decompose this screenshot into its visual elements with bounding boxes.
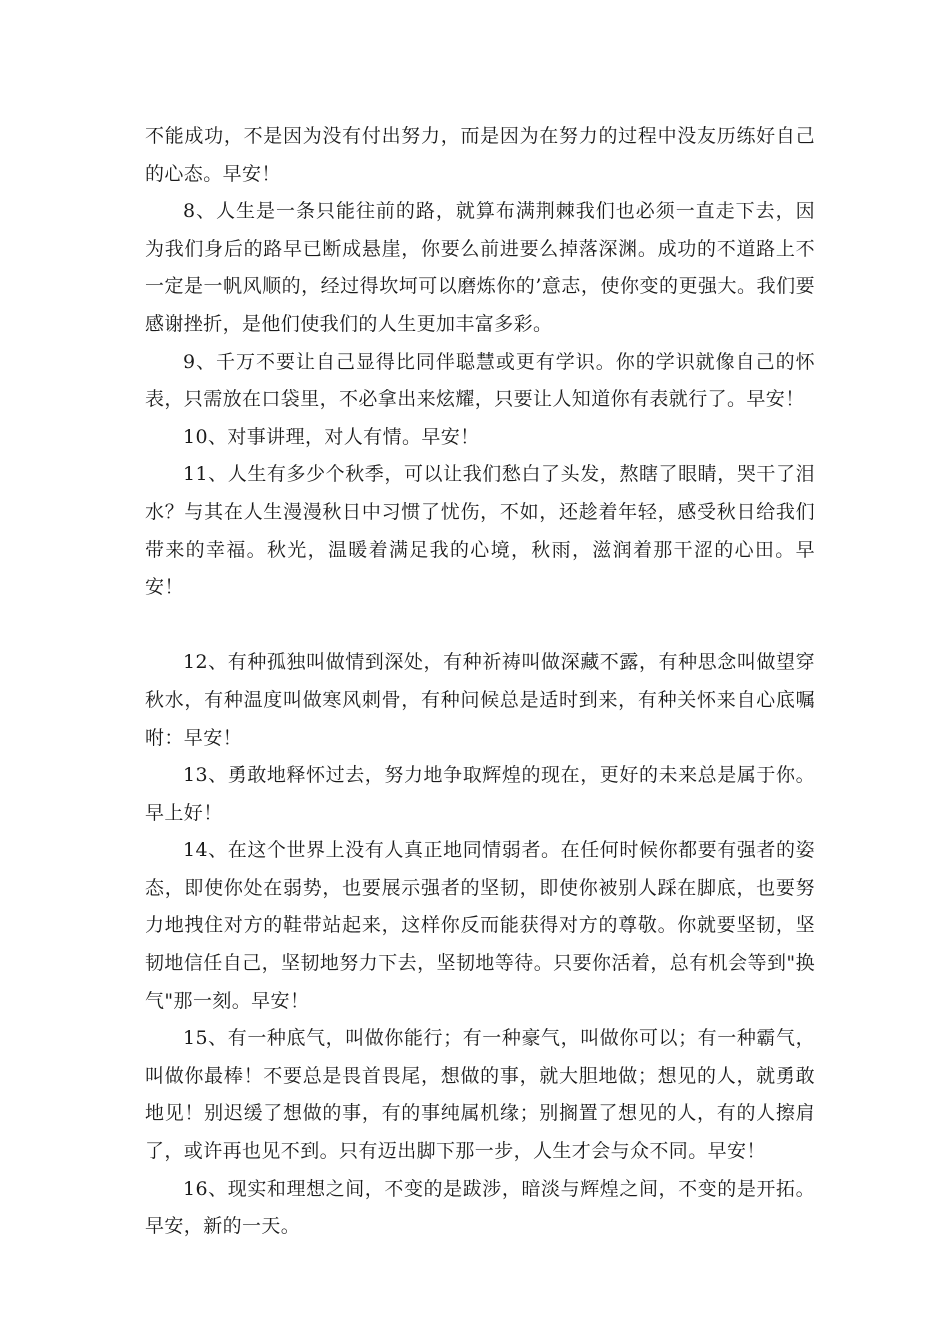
paragraph-8: 8、人生是一条只能往前的路，就算布满荆棘我们也必须一直走下去，因为我们身后的路早已断成悬崖，你要么前进要么掉落深渊。成功的不道路上不一定是一帆风顺的，经过得坎坷可以磨炼你的’意志，使你变的更强大。我们要感谢挫折，是他们使我们的人生更加丰富多彩。 [145, 200, 815, 335]
paragraph-11: 11、人生有多少个秋季，可以让我们愁白了头发，熬瞎了眼睛，哭干了泪水？与其在人生漫漫秋日中习惯了忧伤，不如，还趁着年轻，感受秋日给我们带来的幸福。秋光，温暖着满足我的心境，秋雨，滋润着那干涩的心田。早安！ [145, 463, 815, 599]
paragraph-9: 9、千万不要让自己显得比同伴聪慧或更有学识。你的学识就像自己的怀表，只需放在口袋里，不必拿出来炫耀，只要让人知道你有表就行了。早安！ [145, 350, 815, 411]
blank-line [145, 607, 815, 645]
paragraph-13: 13、勇敢地释怀过去，努力地争取辉煌的现在，更好的未来总是属于你。早上好！ [145, 764, 815, 824]
document-body [145, 118, 815, 1246]
paragraph-10: 10、对事讲理，对人有情。早安！ [183, 425, 480, 448]
paragraph-16: 16、现实和理想之间，不变的是跋涉，暗淡与辉煌之间，不变的是开拓。早安，新的一天。 [145, 1177, 815, 1238]
paragraph-continued: 不能成功，不是因为没有付出努力，而是因为在努力的过程中没友历练好自己的心态。早安！ [145, 125, 815, 185]
paragraph-15: 15、有一种底气，叫做你能行；有一种豪气，叫做你可以；有一种霸气，叫做你最棒！不要总是畏首畏尾，想做的事，就大胆地做；想见的人，就勇敢地见！别迟缓了想做的事，有的事纯属机缘；别搁置了想见的人，有的人擦肩了，或许再也见不到。只有迈出脚下那一步，人生才会与众不同。早安！ [145, 1027, 815, 1163]
paragraph-14: 14、在这个世界上没有人真正地同情弱者。在任何时候你都要有强者的姿态，即使你处在弱势，也要展示强者的坚韧，即使你被别人踩在脚底，也要努力地拽住对方的鞋带站起来，这样你反而能获得对方的尊敬。你就要坚韧，坚韧地信任自己，坚韧地努力下去，坚韧地等待。只要你活着，总有机会等到"换气"那一刻。早安！ [145, 839, 815, 1012]
paragraph-12: 12、有种孤独叫做情到深处，有种祈祷叫做深藏不露，有种思念叫做望穿秋水，有种温度叫做寒风刺骨，有种问候总是适时到来，有种关怀来自心底嘱咐：早安！ [145, 651, 815, 749]
